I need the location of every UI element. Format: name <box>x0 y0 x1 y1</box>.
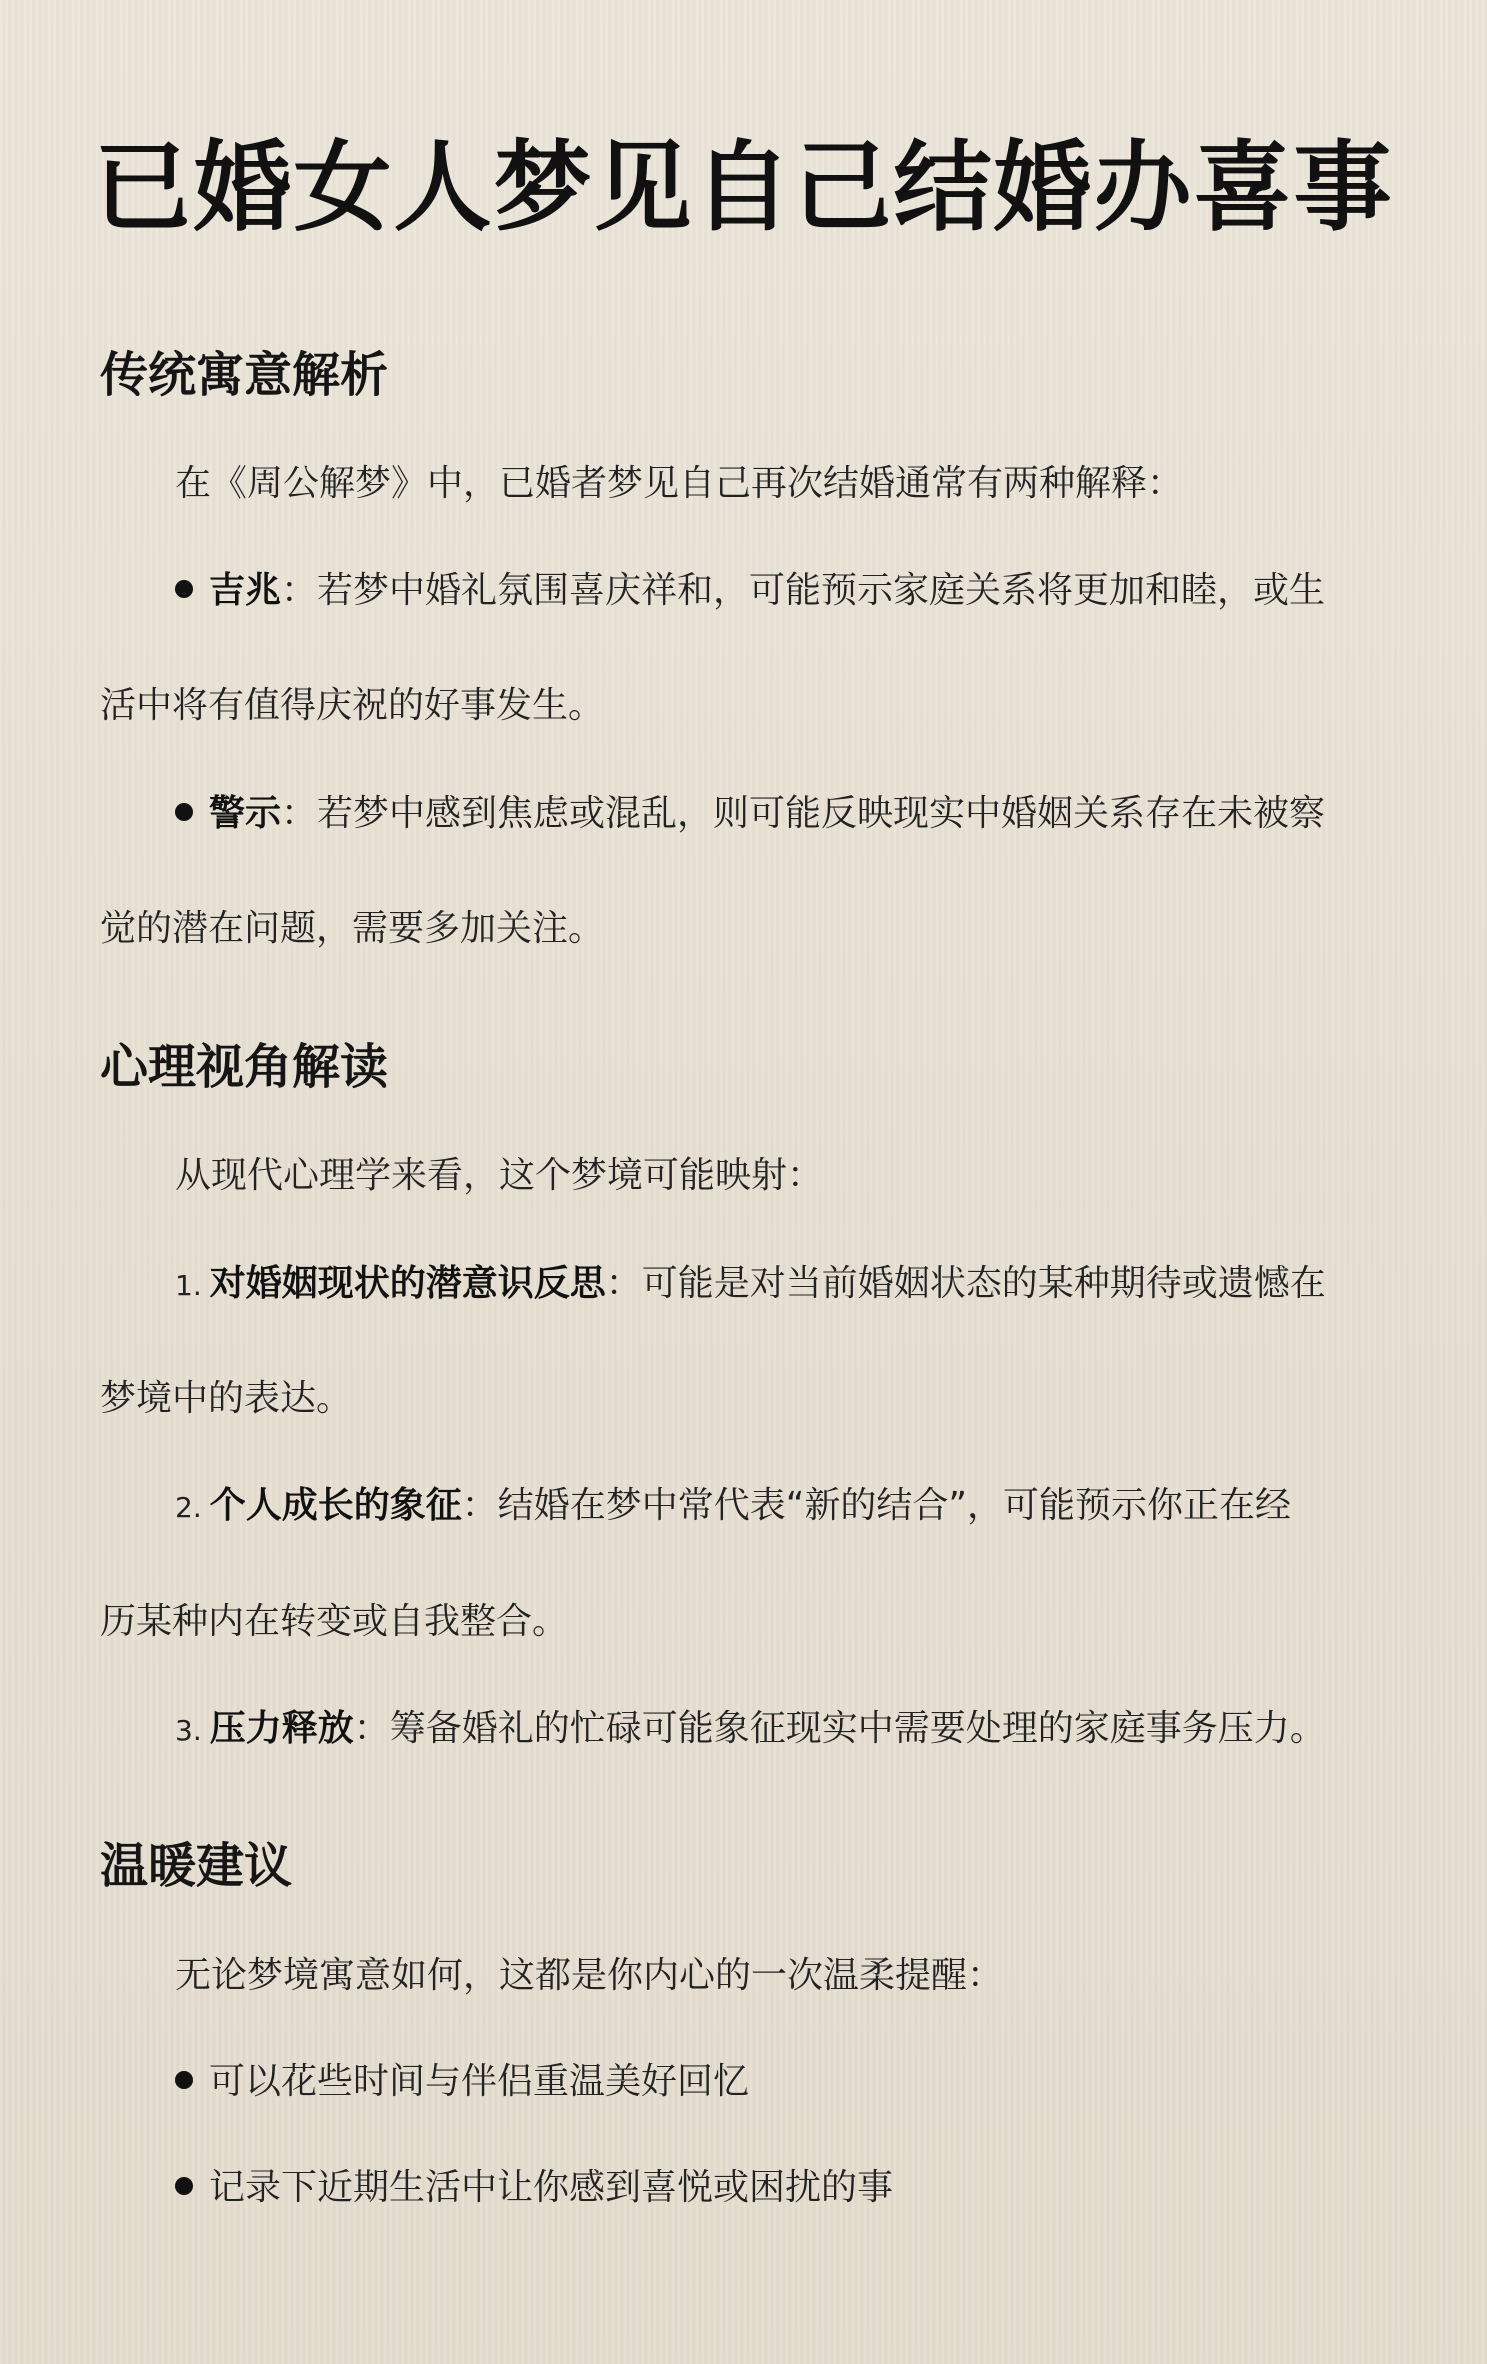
section-heading-psychology: 心理视角解读 <box>100 1039 389 1095</box>
bullet-icon <box>175 2071 193 2089</box>
item-number: 1. <box>175 1269 202 1302</box>
list-item-advice-1 <box>175 2057 1440 2107</box>
section-intro: 在《周公解梦》中，已婚者梦见自己再次结婚通常有两种解释： <box>175 463 1184 504</box>
section-heading-advice: 温暖建议 <box>100 1838 293 1894</box>
list-item-auspicious: 吉兆：若梦中婚礼氛围喜庆祥和，可能预示家庭关系将更加和睦，或生 <box>175 566 1440 616</box>
item-text: 记录下近期生活中让你感到喜悦或困扰的事 <box>209 2167 894 2208</box>
list-item-2: 2. 个人成长的象征：结婚在梦中常代表“新的结合”，可能预示你正在经 <box>175 1485 1292 1526</box>
item-text: 可以花些时间与伴侣重温美好回忆 <box>209 2061 750 2102</box>
item-text: 若梦中婚礼氛围喜庆祥和，可能预示家庭关系将更加和睦，或生 <box>317 570 1326 611</box>
bullet-icon <box>175 580 193 598</box>
item-number: 3. <box>175 1714 202 1747</box>
item-text: 可能是对当前婚姻状态的某种期待或遗憾在 <box>641 1263 1326 1304</box>
item-text-continued: 活中将有值得庆祝的好事发生。 <box>100 685 605 726</box>
item-text-continued: 梦境中的表达。 <box>100 1378 353 1419</box>
list-item-warning: 警示：若梦中感到焦虑或混乱，则可能反映现实中婚姻关系存在未被察 <box>175 789 1440 839</box>
item-label: 警示 <box>209 793 282 834</box>
list-item-advice-2 <box>175 2163 1440 2213</box>
section-intro: 从现代心理学来看，这个梦境可能映射： <box>175 1155 824 1196</box>
section-intro: 无论梦境寓意如何，这都是你内心的一次温柔提醒： <box>175 1955 1004 1996</box>
bullet-icon <box>175 803 193 821</box>
list-item-3: 3. 压力释放：筹备婚礼的忙碌可能象征现实中需要处理的家庭事务压力。 <box>175 1708 1326 1749</box>
page-title: 已婚女人梦见自己结婚办喜事 <box>93 131 1394 245</box>
item-text: 筹备婚礼的忙碌可能象征现实中需要处理的家庭事务压力。 <box>389 1708 1326 1749</box>
item-text: 结婚在梦中常代表“新的结合”，可能预示你正在经 <box>497 1485 1292 1526</box>
item-text: 若梦中感到焦虑或混乱，则可能反映现实中婚姻关系存在未被察 <box>317 793 1326 834</box>
item-label: 对婚姻现状的潜意识反思 <box>209 1263 606 1304</box>
item-label: 吉兆 <box>209 570 282 611</box>
bullet-icon <box>175 2177 193 2195</box>
item-number: 2. <box>175 1491 202 1524</box>
section-heading-traditional: 传统寓意解析 <box>100 347 389 403</box>
item-label: 个人成长的象征 <box>209 1485 462 1526</box>
item-text-continued: 觉的潜在问题，需要多加关注。 <box>100 908 605 949</box>
item-text-continued: 历某种内在转变或自我整合。 <box>100 1601 569 1642</box>
item-label: 压力释放 <box>209 1708 354 1749</box>
list-item-1: 1. 对婚姻现状的潜意识反思：可能是对当前婚姻状态的某种期待或遗憾在 <box>175 1263 1326 1304</box>
